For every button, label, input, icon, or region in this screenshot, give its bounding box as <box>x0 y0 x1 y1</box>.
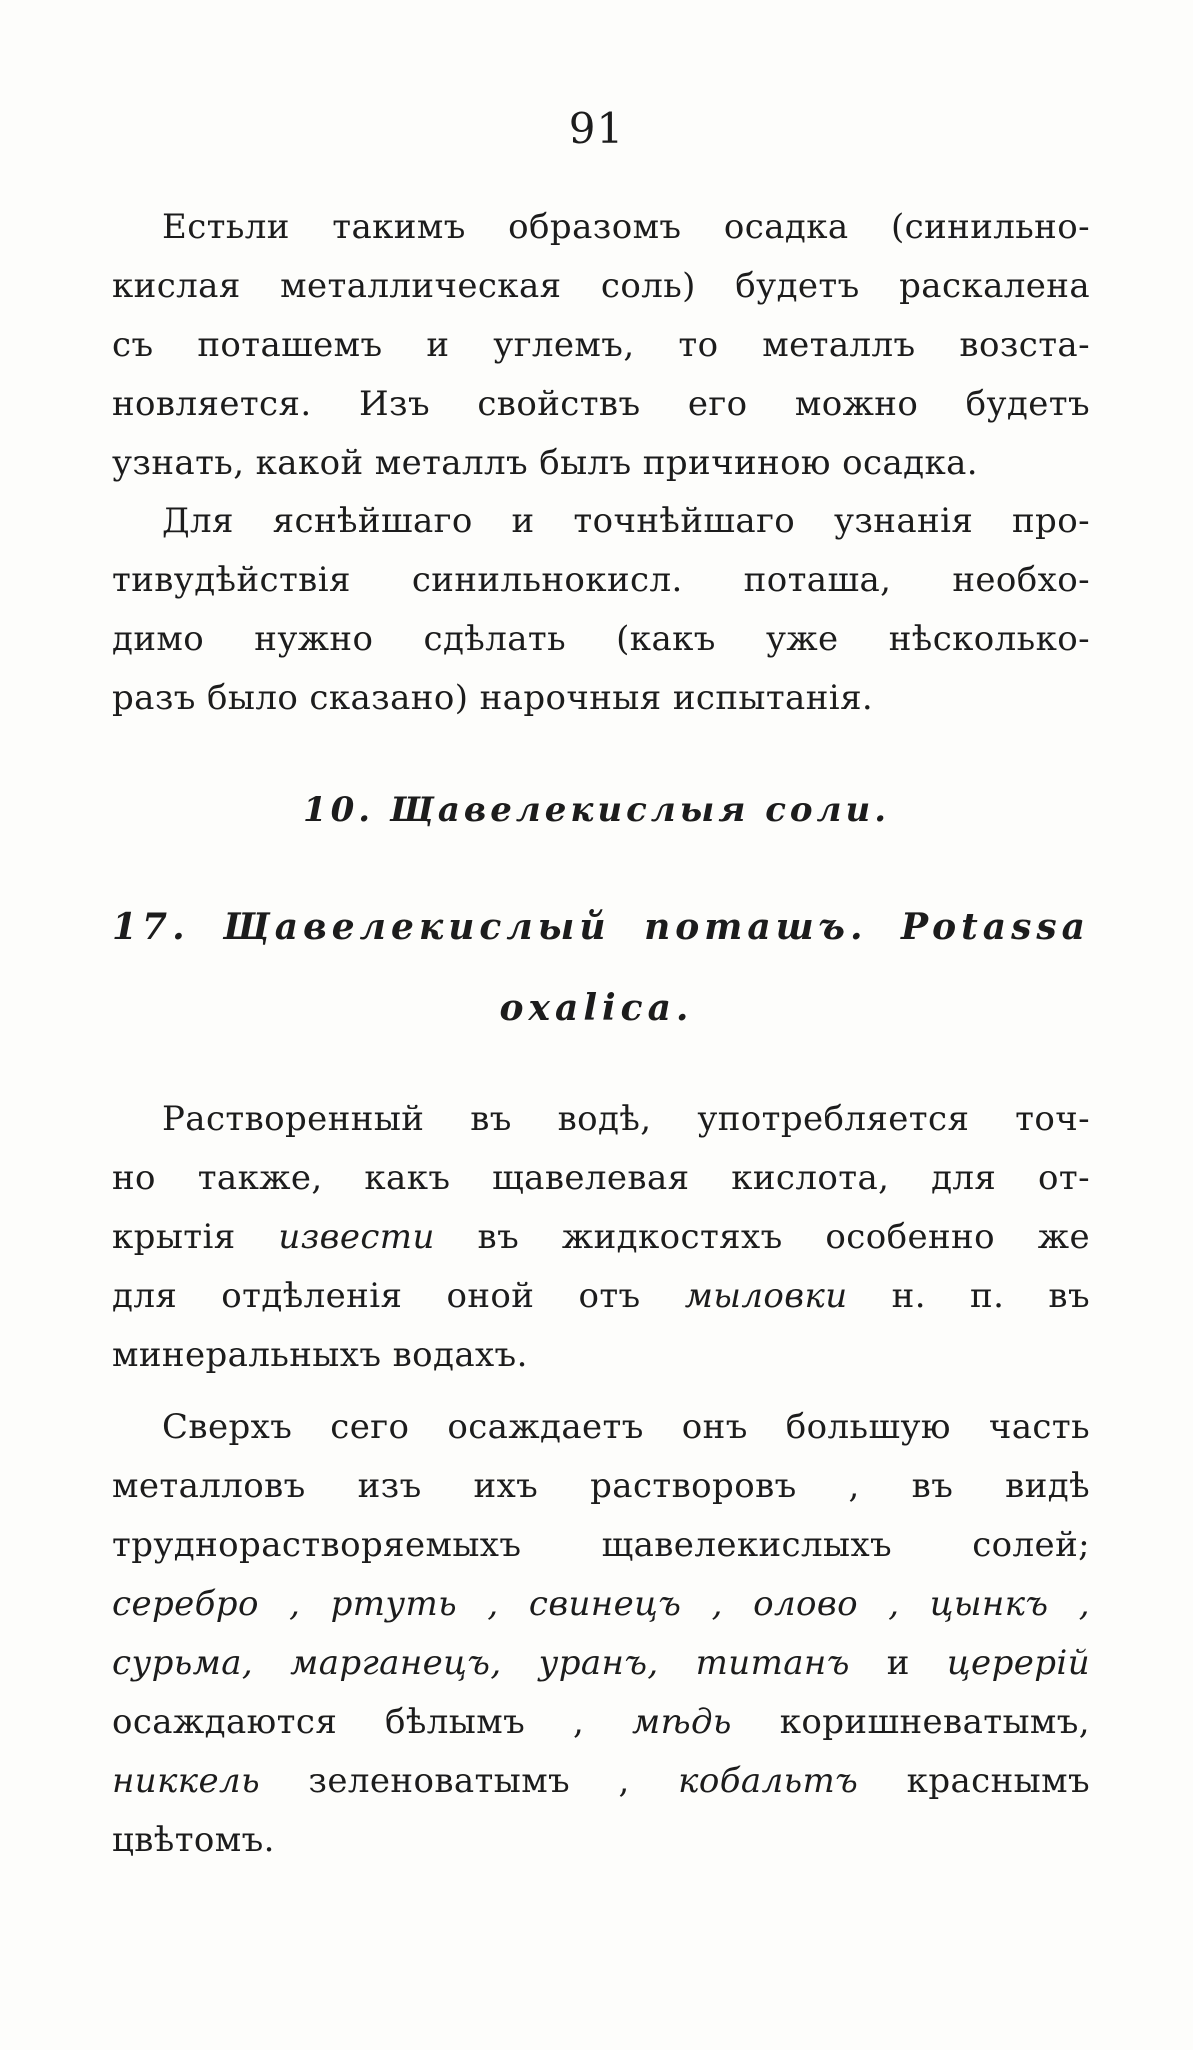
text-run: краснымъ <box>858 1761 1090 1801</box>
paragraph-3 <box>112 1090 1090 1385</box>
text-run: въ жидкостяхъ особенно же <box>434 1217 1090 1257</box>
text-line: Сверхъ сего осаждаетъ онъ большую часть <box>162 1407 1090 1447</box>
text-line: минеральныхъ водахъ. <box>112 1335 528 1375</box>
text-line: Для яснѣйшаго и точнѣйшаго узнанія про- <box>162 501 1090 541</box>
italic-term: мѣдь <box>632 1702 732 1742</box>
text-run: коришневатымъ, <box>731 1702 1091 1742</box>
italic-term: церерій <box>946 1643 1090 1683</box>
italic-term: никкель <box>112 1761 260 1801</box>
text-line <box>112 1634 1090 1693</box>
text-line: Естьли такимъ образомъ осадка (синильно- <box>162 207 1090 247</box>
text-run: и <box>849 1643 947 1683</box>
text-line: но также, какъ щавелевая кислота, для от- <box>112 1158 1090 1198</box>
text-line: съ поташемъ и углемъ, то металлъ возста- <box>112 325 1090 365</box>
text-line <box>112 1693 1090 1752</box>
text-line <box>112 1267 1090 1326</box>
italic-term: извести <box>278 1217 435 1257</box>
paragraph-4 <box>112 1398 1090 1870</box>
italic-term: кобальтъ <box>678 1761 859 1801</box>
text-line: Растворенный въ водѣ, употребляется точ- <box>162 1099 1090 1139</box>
text-line <box>112 1752 1090 1811</box>
italic-metal-list: серебро , ртуть , свинецъ , олово , цынкъ , <box>112 1584 1090 1624</box>
text-line: цвѣтомъ. <box>112 1820 275 1860</box>
text-run: крытія <box>112 1217 279 1257</box>
text-line: кислая металлическая соль) будетъ раскалена <box>112 266 1090 306</box>
text-line: узнать, какой металлъ былъ причиною осадка. <box>112 443 978 483</box>
subheading-line-2: oxalica. <box>499 987 694 1029</box>
text-line: новляется. Изъ свойствъ его можно будетъ <box>112 384 1090 424</box>
text-run: зеленоватымъ , <box>259 1761 679 1801</box>
paragraph-1 <box>112 198 1090 493</box>
text-line: труднорастворяемыхъ щавелекислыхъ солей; <box>112 1525 1090 1565</box>
text-run: н. п. въ <box>847 1276 1090 1316</box>
text-run: для отдѣленія оной отъ <box>112 1276 685 1316</box>
text-line: тивудѣйствія синильнокисл. поташа, необхо- <box>112 560 1090 600</box>
section-heading: 10. Щавелекислыя соли. <box>302 790 891 830</box>
page-number: 91 <box>568 104 625 153</box>
text-line: металловъ изъ ихъ растворовъ , въ видѣ <box>112 1466 1090 1506</box>
italic-term: мыловки <box>684 1276 848 1316</box>
subheading-line-1: 17. Щавелекислый поташъ. Potassa <box>112 906 1090 948</box>
text-line: димо нужно сдѣлать (какъ уже нѣсколько- <box>112 619 1090 659</box>
italic-term: сурьма, марганецъ, уранъ, титанъ <box>112 1643 850 1683</box>
text-run: осаждаются бѣлымъ , <box>112 1702 632 1742</box>
paragraph-2 <box>112 492 1090 728</box>
text-line <box>112 1208 1090 1267</box>
text-line: разъ было сказано) нарочныя испытанія. <box>112 678 874 718</box>
